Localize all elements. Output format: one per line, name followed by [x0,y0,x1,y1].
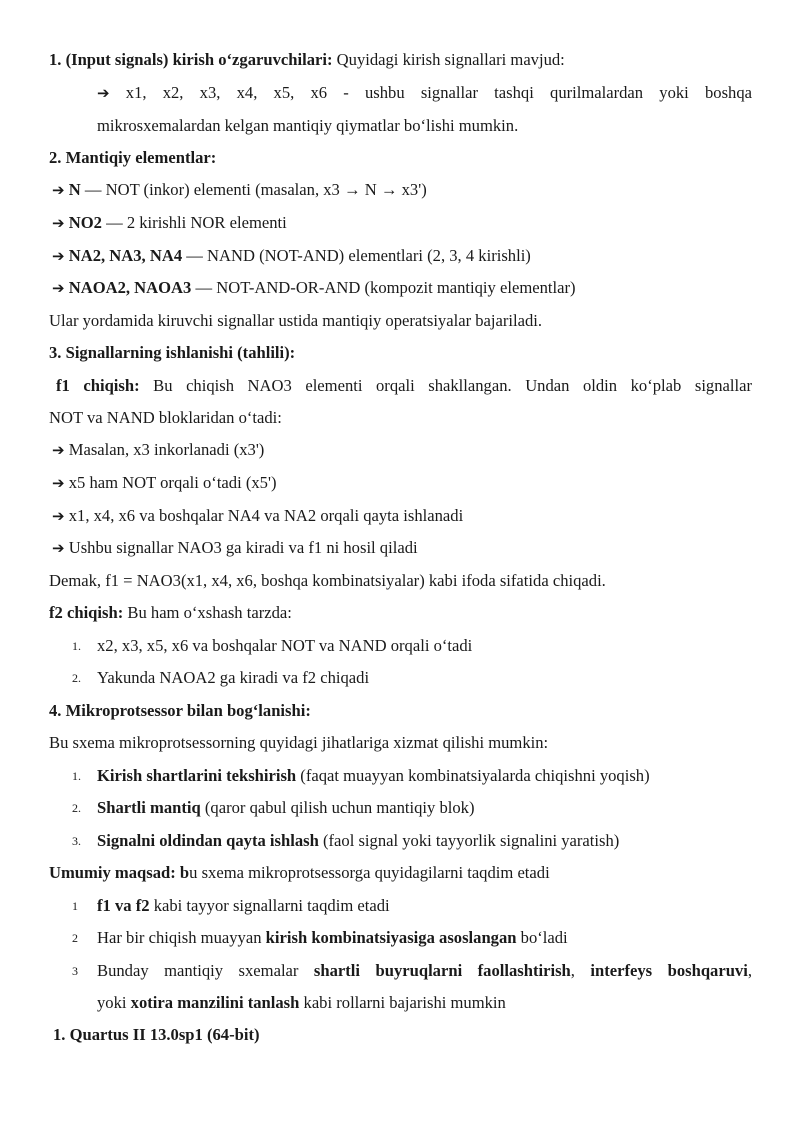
section-1-heading-line [49,50,752,70]
section-2-summary: Ular yordamida kiruvchi signallar ustida mantiqiy operatsiyalar bajariladi. [49,311,543,330]
element-description: — NOT (inkor) elementi (masalan, x3 → N → x3') [80,180,427,199]
f1-paragraph-line2: NOT va NAND bloklaridan o‘tadi: [49,408,282,427]
arrow-right-icon: ➔ [52,441,65,459]
arrow-right-icon: ➔ [97,84,110,102]
f2-heading-line [49,603,752,623]
element-name: N [68,180,81,199]
f1-item-3: ➔ x1, x4, x6 va boshqalar NA4 va NA2 orqali qayta ishlanadi [52,506,464,525]
list-number: 1 [72,899,78,913]
element-description: — NOT-AND-OR-AND (kompozit mantiqiy elementlar) [191,278,576,297]
arrow-right-icon: ➔ [52,181,65,199]
list-number: 2. [72,801,81,815]
element-name: NA2, NA3, NA4 [68,246,183,265]
f1-item-4: ➔ Ushbu signallar NAO3 ga kiradi va f1 ni hosil qiladi [52,538,418,557]
goal-item-2: Har bir chiqish muayyan kirish kombinatsiyasiga asoslangan bo‘ladi [97,928,568,947]
section-1-bullet-line1 [97,83,752,103]
arrow-right-icon: ➔ [52,247,65,265]
section-4-intro: Bu sxema mikroprotsessorning quyidagi jihatlariga xizmat qilishi mumkin: [49,733,549,752]
arrow-right-icon: ➔ [52,279,65,297]
f1-item-1: ➔ Masalan, x3 inkorlanadi (x3') [52,440,265,459]
goal-line [49,863,752,883]
section-3-heading: 3. Signallarning ishlanishi (tahlili): [49,343,296,362]
section-2-item-4 [52,278,752,298]
element-name: NO2 [68,213,102,232]
goal-item-3-line1: Bunday mantiqiy sxemalar shartli buyruqlarni faollashtirish, interfeys boshqaruvi, [97,961,752,980]
goal-item-3-line2: yoki xotira manzilini tanlash kabi rollarni bajarishi mumkin [97,993,506,1012]
list-number: 3 [72,964,78,978]
section-4-item-2: Shartli mantiq (qaror qabul qilish uchun mantiqiy blok) [97,798,475,817]
footer-heading: 1. Quartus II 13.0sp1 (64-bit) [53,1025,260,1044]
list-number: 1. [72,639,81,653]
section-2-item-3 [52,246,752,266]
element-description: — 2 kirishli NOR elementi [101,213,287,232]
section-2-item-2 [52,213,752,233]
section-4-item-1: Kirish shartlarini tekshirish (faqat muayyan kombinatsiyalarda chiqishni yoqish) [97,766,650,785]
section-1-heading: 1. (Input signals) kirish o‘zgaruvchilari: [49,50,333,69]
element-description: — NAND (NOT-AND) elementlari (2, 3, 4 kirishli) [182,246,531,265]
section-1-bullet-line2: mikrosxemalardan kelgan mantiqiy qiymatlar bo‘lishi mumkin. [97,116,519,135]
f1-paragraph-line1 [56,376,752,396]
goal-item-1: f1 va f2 kabi tayyor signallarni taqdim etadi [97,896,390,915]
arrow-right-icon: ➔ [52,539,65,557]
f1-item-2: ➔ x5 ham NOT orqali o‘tadi (x5') [52,473,277,492]
list-number: 3. [72,834,81,848]
arrow-right-icon: ➔ [52,507,65,525]
section-4-item-3: Signalni oldindan qayta ishlash (faol signal yoki tayyorlik signalini yaratish) [97,831,620,850]
f1-label: f1 chiqish: [56,376,140,395]
arrow-right-icon: ➔ [52,474,65,492]
section-4-heading: 4. Mikroprotsessor bilan bog‘lanishi: [49,701,311,720]
section-2-item-1 [52,180,752,200]
f2-text: Bu ham o‘xshash tarzda: [123,603,292,622]
f2-item-2: Yakunda NAOA2 ga kiradi va f2 chiqadi [97,668,370,687]
section-2-heading: 2. Mantiqiy elementlar: [49,148,217,167]
section-1-bullet-text: x1, x2, x3, x4, x5, x6 - ushbu signallar tashqi qurilmalardan yoki boshqa [109,83,752,102]
element-name: NAOA2, NAOA3 [68,278,192,297]
list-number: 2. [72,671,81,685]
f2-item-1: x2, x3, x5, x6 va boshqalar NOT va NAND orqali o‘tadi [97,636,473,655]
f2-label: f2 chiqish: [49,603,124,622]
section-1-heading-rest: Quyidagi kirish signallari mavjud: [332,50,565,69]
list-number: 2 [72,931,78,945]
arrow-right-icon: ➔ [52,214,65,232]
f1-text: Bu chiqish NAO3 elementi orqali shakllangan. Undan oldin ko‘plab signallar [139,376,752,395]
list-number: 1. [72,769,81,783]
goal-label: Umumiy maqsad: b [49,863,190,882]
goal-text: u sxema mikroprotsessorga quyidagilarni taqdim etadi [189,863,550,882]
f1-summary: Demak, f1 = NAO3(x1, x4, x6, boshqa kombinatsiyalar) kabi ifoda sifatida chiqadi. [49,571,606,590]
